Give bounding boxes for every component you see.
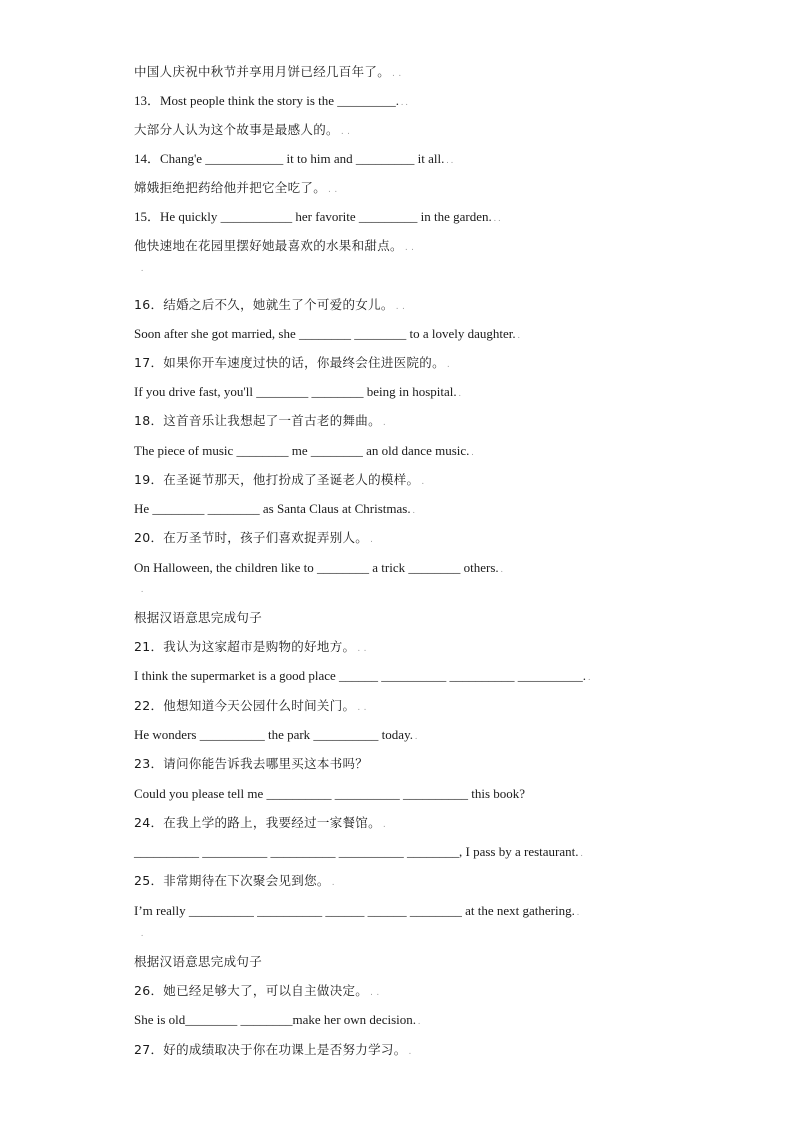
- paragraph-mark: .: [141, 263, 144, 273]
- line-7: 16．结婚之后不久，她就生了个可爱的女儿。 . .: [134, 297, 406, 312]
- line-27: I’m really __________ __________ ______ ______ ________ at the next gathering. .: [134, 903, 580, 918]
- line-5: 15．He quickly ___________ her favorite _________ in the garden. . .: [134, 209, 501, 224]
- line-3: 14．Chang'e ____________ it to him and _________ it all. . .: [134, 151, 454, 166]
- line-21: He wonders __________ the park __________ today. .: [134, 727, 418, 742]
- line-23: Could you please tell me __________ __________ __________ this book?: [134, 786, 526, 801]
- line-16: On Halloween, the children like to ________ a trick ________ others. .: [134, 560, 503, 575]
- line-29: 26．她已经足够大了，可以自主做决定。 . .: [134, 983, 380, 998]
- line-9: 17．如果你开车速度过快的话，你最终会住进医院的。 .: [134, 355, 451, 370]
- line-2: 大部分人认为这个故事是最感人的。 . .: [134, 122, 351, 137]
- line-31: 27．好的成绩取决于你在功课上是否努力学习。 .: [134, 1042, 412, 1057]
- line-13: 19．在圣诞节那天，他打扮成了圣诞老人的模样。 .: [134, 472, 425, 487]
- line-1: 13．Most people think the story is the _________. . .: [134, 93, 408, 108]
- line-26: 25．非常期待在下次聚会见到您。 .: [134, 873, 335, 888]
- line-25: __________ __________ __________ __________ ________, I pass by a restaurant. .: [134, 844, 583, 859]
- section-heading-1: 根据汉语意思完成句子: [134, 610, 263, 625]
- line-4: 嫦娥拒绝把药给他并把它全吃了。 . .: [134, 180, 338, 195]
- line-10: If you drive fast, you'll ________ ________ being in hospital. .: [134, 384, 461, 399]
- line-6: 他快速地在花园里摆好她最喜欢的水果和甜点。 . .: [134, 238, 415, 253]
- line-24: 24．在我上学的路上，我要经过一家餐馆。 .: [134, 815, 387, 830]
- line-22: 23．请问你能告诉我去哪里买这本书吗？: [134, 756, 369, 771]
- line-18: 21．我认为这家超市是购物的好地方。 . .: [134, 639, 367, 654]
- line-14: He ________ ________ as Santa Claus at Christmas. .: [134, 501, 415, 516]
- line-30: She is old________ ________make her own decision. .: [134, 1012, 421, 1027]
- line-19: I think the supermarket is a good place ______ __________ __________ __________. .: [134, 668, 591, 683]
- line-15: 20．在万圣节时，孩子们喜欢捉弄别人。 .: [134, 530, 374, 545]
- line-20: 22．他想知道今天公园什么时间关门。 . .: [134, 698, 367, 713]
- paragraph-mark: .: [141, 584, 144, 594]
- line-0: 中国人庆祝中秋节并享用月饼已经几百年了。 . .: [134, 64, 402, 79]
- line-11: 18．这首音乐让我想起了一首古老的舞曲。 .: [134, 413, 387, 428]
- line-8: Soon after she got married, she ________ ________ to a lovely daughter. .: [134, 326, 520, 341]
- section-heading-2: 根据汉语意思完成句子: [134, 954, 263, 969]
- line-12: The piece of music ________ me ________ an old dance music. .: [134, 443, 474, 458]
- paragraph-mark: .: [141, 928, 144, 938]
